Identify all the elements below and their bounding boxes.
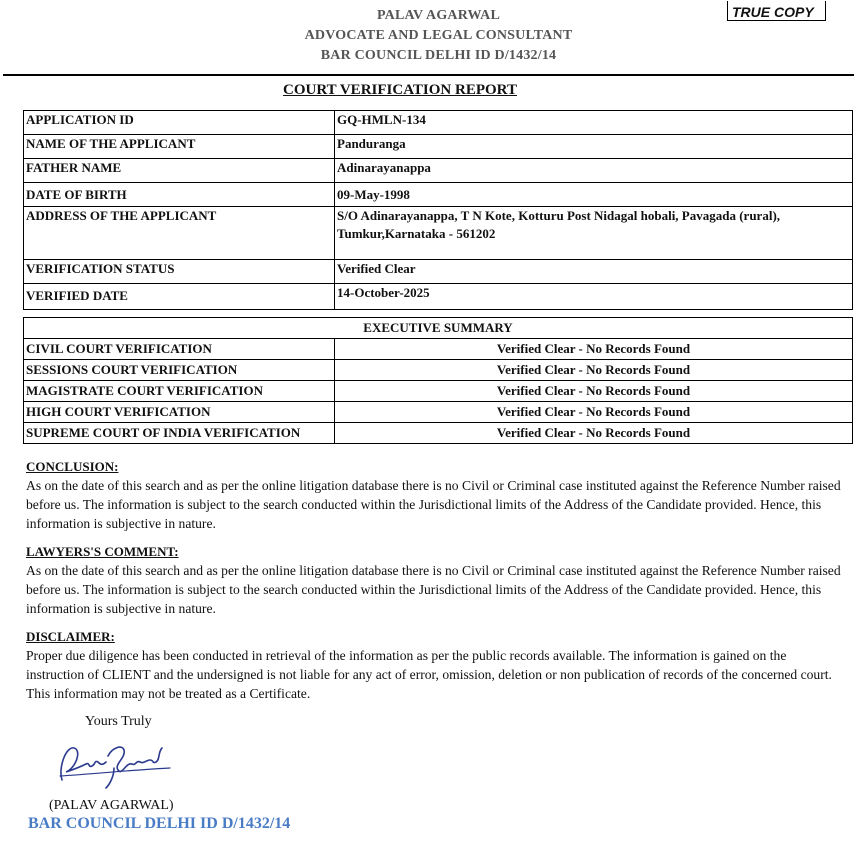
row-label: NAME OF THE APPLICANT — [24, 135, 335, 159]
row-value: Verified Clear - No Records Found — [335, 360, 853, 381]
lawyers-comment-section — [26, 542, 841, 618]
signatory-name: (PALAV AGARWAL) — [49, 798, 174, 813]
table-row — [24, 159, 853, 183]
row-label: CIVIL COURT VERIFICATION — [24, 339, 335, 360]
report-title: COURT VERIFICATION REPORT — [283, 82, 517, 98]
footer-bar-council-id: BAR COUNCIL DELHI ID D/1432/14 — [28, 815, 291, 832]
advocate-role: ADVOCATE AND LEGAL CONSULTANT — [304, 28, 573, 43]
table-row — [24, 423, 853, 444]
row-value: Adinarayanappa — [335, 159, 853, 183]
row-label: VERIFICATION STATUS — [24, 260, 335, 284]
row-value: GQ-HMLN-134 — [335, 111, 853, 135]
row-value: Verified Clear - No Records Found — [335, 402, 853, 423]
applicant-details-table — [23, 110, 853, 310]
row-value: 09-May-1998 — [335, 183, 853, 207]
conclusion-section — [26, 457, 841, 533]
table-row — [24, 207, 853, 260]
table-row — [24, 318, 853, 339]
row-label: FATHER NAME — [24, 159, 335, 183]
lawyers-comment-heading: LAWYERS'S COMMENT: — [26, 544, 179, 559]
row-label: SESSIONS COURT VERIFICATION — [24, 360, 335, 381]
salutation: Yours Truly — [85, 714, 152, 729]
address-line-1: S/O Adinarayanappa, T N Kote, Kotturu Post Nidagal hobali, Pavagada (rural), — [337, 208, 781, 223]
row-value: 14-October-2025 — [335, 284, 853, 310]
advocate-name: PALAV AGARWAL — [376, 8, 501, 23]
row-value: Verified Clear - No Records Found — [335, 381, 853, 402]
table-row — [24, 402, 853, 423]
disclaimer-section — [26, 627, 841, 703]
row-value: Verified Clear - No Records Found — [335, 423, 853, 444]
table-row — [24, 135, 853, 159]
row-value: Panduranga — [335, 135, 853, 159]
conclusion-heading: CONCLUSION: — [26, 459, 119, 474]
address-line-2: Tumkur,Karnataka - 561202 — [337, 226, 496, 241]
row-label: SUPREME COURT OF INDIA VERIFICATION — [24, 423, 335, 444]
row-label: ADDRESS OF THE APPLICANT — [24, 207, 335, 260]
table-row — [24, 360, 853, 381]
conclusion-text: As on the date of this search and as per the online litigation database there is no Civil or Criminal case instituted against the Reference Number raised before us. The information is subject to the search conducted within the Jurisdictional limits of the Address of the Candidate provided. Hence, this information is subjective in nature. — [26, 478, 841, 531]
row-label: DATE OF BIRTH — [24, 183, 335, 207]
table-row — [24, 339, 853, 360]
executive-summary-table — [23, 317, 853, 444]
row-label: VERIFIED DATE — [24, 284, 335, 310]
table-row — [24, 183, 853, 207]
row-label: HIGH COURT VERIFICATION — [24, 402, 335, 423]
signature-icon — [52, 738, 177, 793]
table-row — [24, 284, 853, 310]
lawyers-comment-text: As on the date of this search and as per the online litigation database there is no Civil or Criminal case instituted against the Reference Number raised before us. The information is subject to the search conducted within the Jurisdictional limits of the Address of the Candidate provided. Hence, this information is subjective in nature. — [26, 563, 841, 616]
disclaimer-heading: DISCLAIMER: — [26, 629, 115, 644]
row-value — [335, 207, 853, 260]
true-copy-stamp: TRUE COPY — [727, 1, 826, 21]
table-row — [24, 381, 853, 402]
bar-council-id: BAR COUNCIL DELHI ID D/1432/14 — [320, 48, 557, 63]
row-label: MAGISTRATE COURT VERIFICATION — [24, 381, 335, 402]
disclaimer-text: Proper due diligence has been conducted in retrieval of the information as per the public records available. The information is gained on the instruction of CLIENT and the undersigned is not liable for any act of error, omission, deletion or non publication of records of the concerned court. This information may not be treated as a Certificate. — [26, 648, 832, 701]
table-row — [24, 111, 853, 135]
header-divider — [3, 74, 854, 76]
row-value: Verified Clear — [335, 260, 853, 284]
table-row — [24, 260, 853, 284]
row-label: APPLICATION ID — [24, 111, 335, 135]
summary-title: EXECUTIVE SUMMARY — [24, 318, 853, 339]
row-value: Verified Clear - No Records Found — [335, 339, 853, 360]
